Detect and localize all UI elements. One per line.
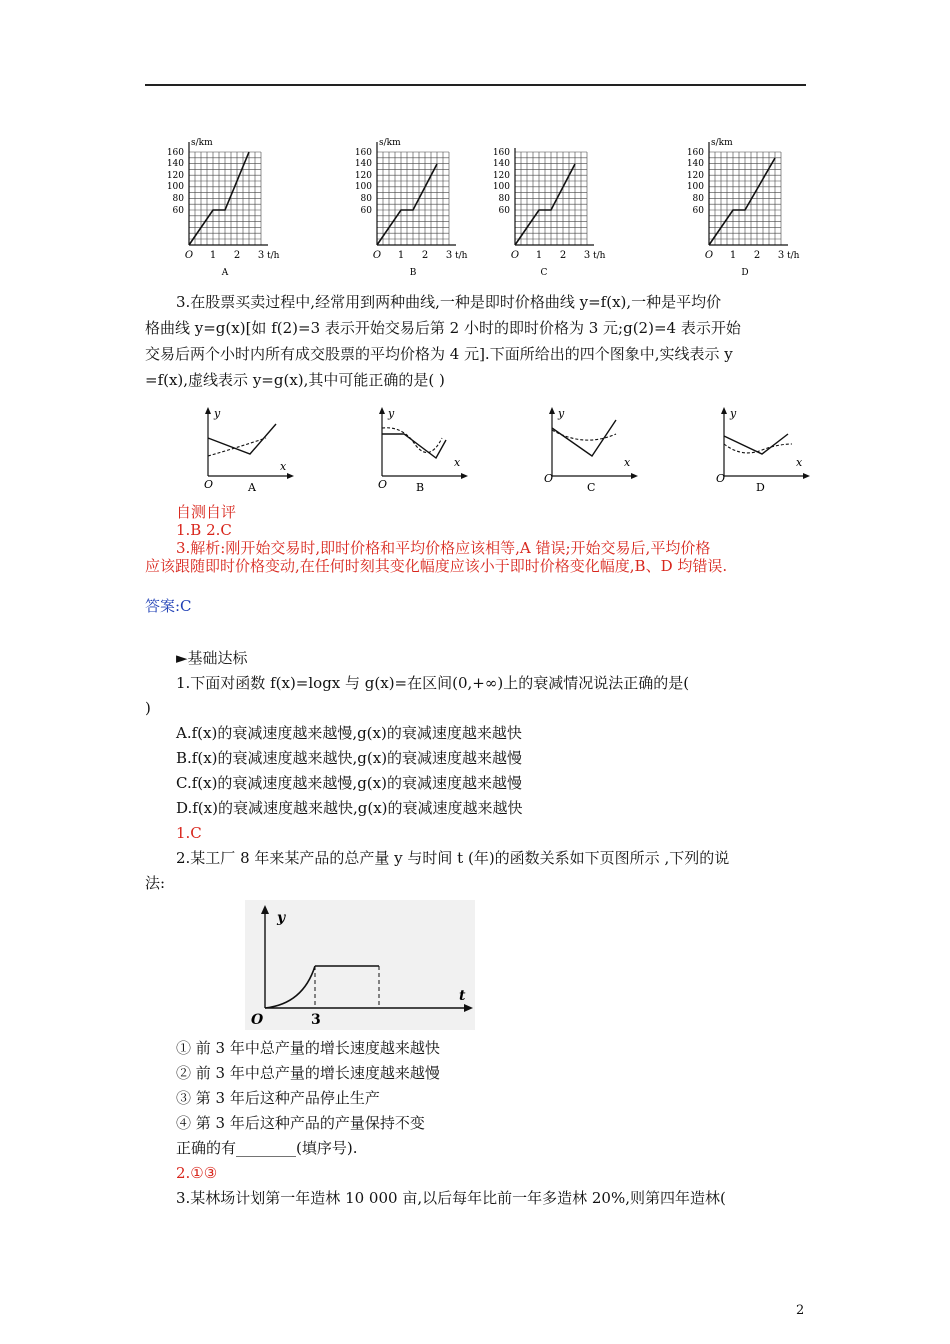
svg-text:1: 1 [209, 250, 217, 261]
caption: C [540, 268, 548, 278]
q1-option-b: B.f(x)的衰减速度越来越快,g(x)的衰减速度越来越慢 [176, 749, 523, 767]
svg-text:100: 100 [492, 182, 510, 192]
svg-text:t: t [459, 988, 466, 1004]
svg-text:O: O [378, 478, 388, 491]
section-title: ►基础达标 [176, 649, 248, 667]
svg-text:80: 80 [360, 194, 372, 204]
q3-text-line-4: =f(x),虚线表示 y=g(x),其中可能正确的是( ) [145, 371, 445, 389]
svg-text:O: O [544, 472, 554, 485]
svg-text:3: 3 [311, 1012, 321, 1028]
svg-text:60: 60 [692, 206, 704, 216]
svg-text:y: y [558, 407, 565, 420]
answers-final: 答案:C [145, 597, 192, 615]
q1-option-c: C.f(x)的衰减速度越来越慢,g(x)的衰减速度越来越慢 [176, 774, 522, 792]
svg-text:O: O [204, 478, 214, 491]
svg-text:y: y [388, 407, 395, 420]
svg-text:160: 160 [686, 148, 704, 158]
svg-text:140: 140 [686, 159, 704, 169]
svg-text:O: O [184, 250, 194, 261]
svg-text:O: O [704, 250, 714, 261]
caption: D [756, 481, 765, 494]
price-graph-a [196, 404, 296, 496]
st-graph-c [486, 132, 606, 282]
caption: C [587, 481, 596, 494]
svg-text:160: 160 [166, 148, 184, 158]
svg-text:y: y [214, 407, 221, 420]
price-graph-d [712, 404, 812, 496]
q2-text-line-2: 法: [145, 874, 166, 892]
q2-fill-blank: 正确的有________(填序号). [176, 1139, 358, 1157]
price-graph-b [370, 404, 470, 496]
st-graph-a [160, 132, 280, 282]
svg-text:x: x [280, 460, 287, 473]
svg-text:80: 80 [692, 194, 704, 204]
svg-text:100: 100 [354, 182, 372, 192]
svg-text:160: 160 [492, 148, 510, 158]
svg-text:1: 1 [535, 250, 543, 261]
q1-option-a: A.f(x)的衰减速度越来越慢,g(x)的衰减速度越来越快 [176, 724, 522, 742]
q1-option-d: D.f(x)的衰减速度越来越快,g(x)的衰减速度越来越快 [176, 799, 523, 817]
svg-text:x: x [624, 456, 631, 469]
q2-answer: 2.①③ [176, 1164, 218, 1182]
svg-text:160: 160 [354, 148, 372, 158]
svg-text:O: O [716, 472, 726, 485]
caption: A [221, 268, 229, 278]
svg-text:1: 1 [397, 250, 405, 261]
svg-text:120: 120 [354, 171, 372, 181]
answers-explanation-1: 3.解析:刚开始交易时,即时价格和平均价格应该相等,A 错误;开始交易后,平均价格 [176, 539, 711, 557]
caption: D [741, 268, 749, 278]
svg-text:140: 140 [354, 159, 372, 169]
q2-statement-3: ③ 第 3 年后这种产品停止生产 [176, 1089, 380, 1107]
svg-text:t/h: t/h [787, 251, 800, 261]
svg-text:t/h: t/h [455, 251, 468, 261]
svg-text:3: 3 [777, 250, 785, 261]
q1-text-line-2: ) [145, 699, 151, 717]
svg-text:O: O [372, 250, 382, 261]
svg-text:2: 2 [421, 250, 429, 261]
x-axis-label: t/h [267, 251, 280, 261]
st-graph-b [348, 132, 468, 282]
svg-text:1: 1 [729, 250, 737, 261]
caption: B [416, 481, 425, 494]
st-graph-d [680, 132, 810, 282]
q3-text-line-2: 格曲线 y=g(x)[如 f(2)=3 表示开始交易后第 2 小时的即时价格为 3 元;g(2)=4 表示开始 [145, 319, 741, 337]
answers-explanation-2: 应该跟随即时价格变动,在任何时刻其变化幅度应该小于即时价格变化幅度,B、D 均错误. [145, 557, 728, 575]
answers-line-1: 1.B 2.C [176, 521, 232, 539]
svg-text:O: O [510, 250, 520, 261]
svg-text:2: 2 [233, 250, 241, 261]
q3b-text-line-1: 3.某林场计划第一年造林 10 000 亩,以后每年比前一年多造林 20%,则第四年造林( [176, 1189, 726, 1207]
svg-text:100: 100 [686, 182, 704, 192]
q2-text-line-1: 2.某工厂 8 年来某产品的总产量 y 与时间 t (年)的函数关系如下页图所示 ,下列的说 [176, 849, 730, 867]
q2-statement-2: ② 前 3 年中总产量的增长速度越来越慢 [176, 1064, 440, 1082]
production-graph [245, 900, 475, 1030]
svg-text:2: 2 [753, 250, 761, 261]
svg-text:140: 140 [166, 159, 184, 169]
q1-answer: 1.C [176, 824, 202, 842]
svg-text:120: 120 [686, 171, 704, 181]
svg-text:60: 60 [498, 206, 510, 216]
svg-text:3: 3 [257, 250, 265, 261]
caption: A [248, 481, 256, 494]
svg-text:s/km: s/km [711, 138, 733, 148]
header-rule [145, 84, 806, 86]
svg-text:80: 80 [172, 194, 184, 204]
svg-text:100: 100 [166, 182, 184, 192]
svg-text:t/h: t/h [593, 251, 606, 261]
svg-text:60: 60 [360, 206, 372, 216]
q2-statement-1: ① 前 3 年中总产量的增长速度越来越快 [176, 1039, 440, 1057]
svg-text:x: x [796, 456, 803, 469]
q3-text-line-3: 交易后两个小时内所有成交股票的平均价格为 4 元].下面所给出的四个图象中,实线表示 y [145, 345, 733, 363]
svg-text:3: 3 [445, 250, 453, 261]
svg-text:O: O [251, 1012, 264, 1028]
page-number: 2 [796, 1303, 805, 1318]
svg-text:y: y [277, 910, 286, 926]
caption: B [409, 268, 417, 278]
svg-text:x: x [454, 456, 461, 469]
answers-heading: 自测自评 [176, 503, 237, 521]
svg-text:s/km: s/km [379, 138, 401, 148]
svg-text:60: 60 [172, 206, 184, 216]
svg-text:y: y [730, 407, 737, 420]
svg-text:3: 3 [583, 250, 591, 261]
svg-text:80: 80 [498, 194, 510, 204]
q1-text-line-1: 1.下面对函数 f(x)=logx 与 g(x)=在区间(0,+∞)上的衰减情况说法正确的是( [176, 674, 690, 692]
svg-text:2: 2 [559, 250, 567, 261]
q2-statement-4: ④ 第 3 年后这种产品的产量保持不变 [176, 1114, 425, 1132]
q3-text-line-1: 3.在股票买卖过程中,经常用到两种曲线,一种是即时价格曲线 y=f(x),一种是平均价 [176, 293, 722, 311]
y-axis-label: s/km [191, 138, 213, 148]
svg-text:140: 140 [492, 159, 510, 169]
svg-text:120: 120 [166, 171, 184, 181]
svg-text:120: 120 [492, 171, 510, 181]
price-graph-c [540, 404, 640, 496]
